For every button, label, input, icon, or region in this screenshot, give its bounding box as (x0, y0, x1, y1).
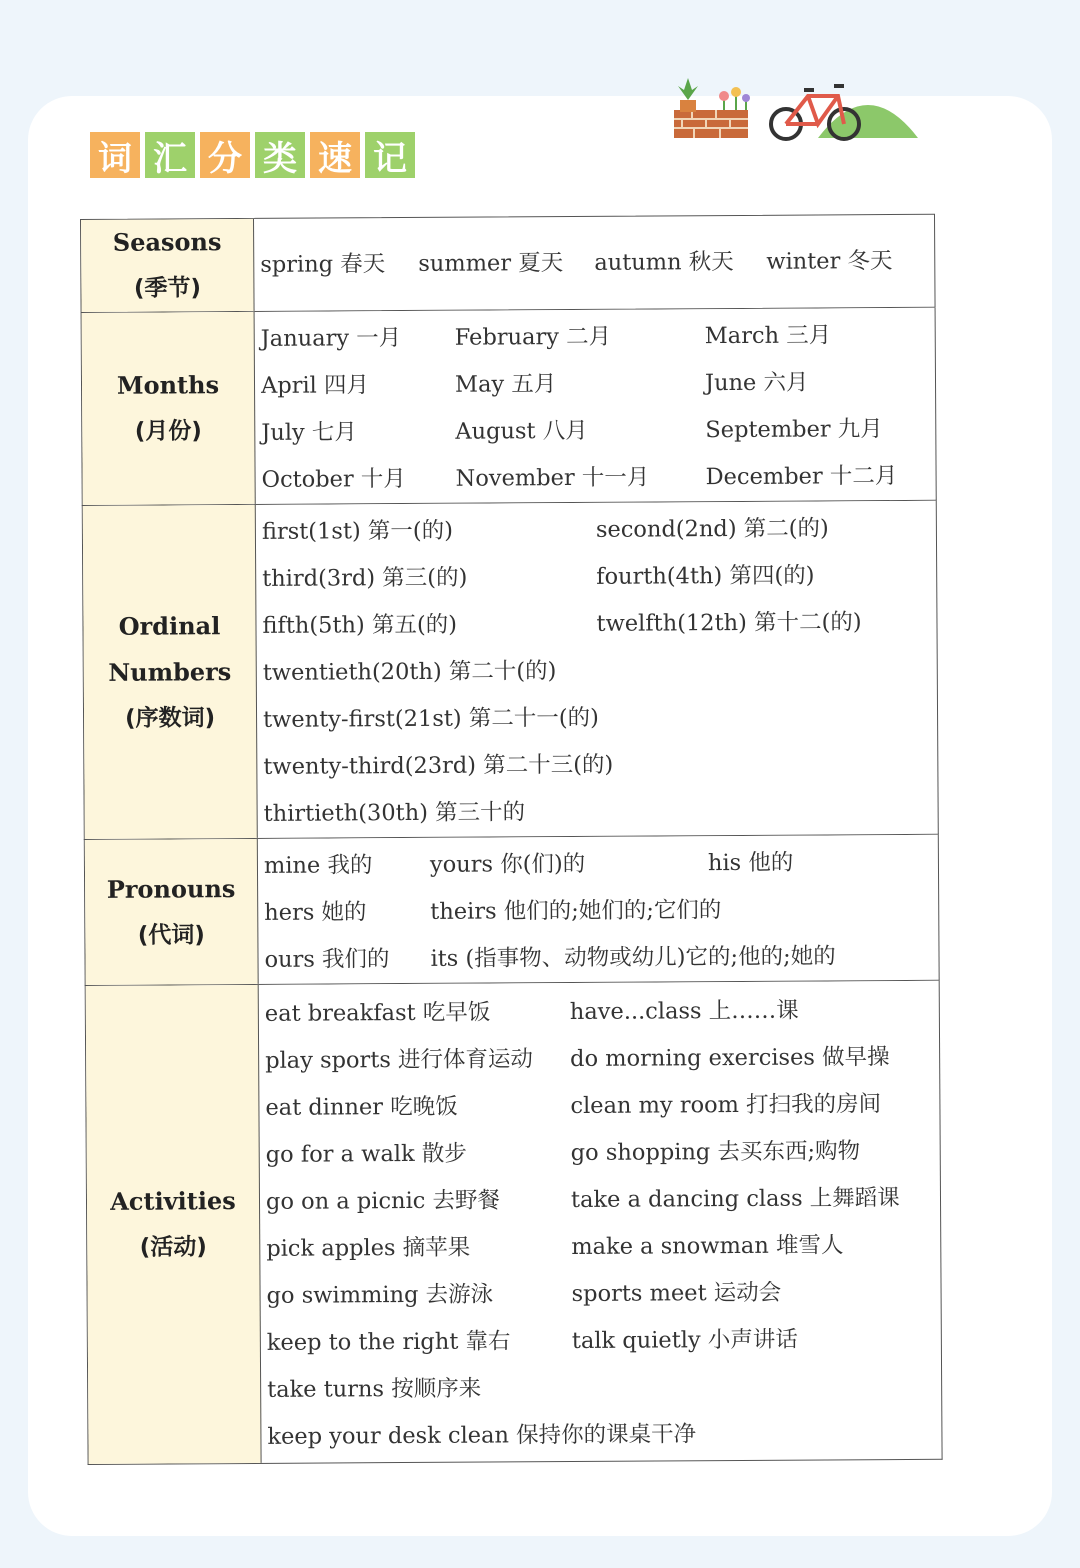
vocab-entry: fifth(5th) 第五(的) (262, 611, 458, 639)
vocab-entry: first(1st) 第一(的) (261, 517, 454, 545)
vocab-entry: February 二月 (454, 323, 612, 351)
entry-line (261, 309, 929, 360)
section-row (84, 835, 940, 986)
vocab-entry: take a dancing class 上舞蹈课 (570, 1184, 900, 1213)
vocab-entry: winter 冬天 (766, 247, 893, 275)
category-name: Seasons (112, 227, 222, 257)
vocab-entry: March 三月 (704, 321, 832, 349)
category-cell (86, 985, 262, 1464)
entry-line (266, 1172, 934, 1223)
vocab-entry: December 十二月 (705, 462, 898, 490)
entry-line (263, 690, 931, 741)
category-name-cn: (季节) (133, 275, 202, 302)
section-row (85, 981, 943, 1465)
entries-cell (255, 308, 936, 504)
category-name: Ordinal Numbers (108, 610, 232, 687)
vocab-entry: yours 你(们)的 (429, 850, 586, 878)
entry-line (260, 235, 928, 286)
entries-cell (256, 501, 938, 838)
title-char: 记 (363, 130, 417, 180)
vocab-entry: play sports 进行体育运动 (265, 1045, 534, 1074)
entry-line (265, 1031, 933, 1082)
entry-line (267, 1313, 935, 1364)
section-row (81, 308, 937, 506)
entry-line (264, 836, 932, 887)
vocab-entry: theirs 他们的;她们的;它们的 (430, 896, 722, 925)
vocab-entry: make a snowman 堆雪人 (571, 1231, 844, 1260)
vocab-entry: twelfth(12th) 第十二(的) (596, 608, 862, 637)
vocab-table (80, 214, 943, 1465)
vocab-entry: autumn 秋天 (594, 248, 734, 276)
vocab-entry: November 十一月 (455, 464, 650, 492)
entry-line (261, 403, 929, 454)
category-name: Activities (110, 1186, 236, 1216)
entry-line (267, 1407, 935, 1458)
vocab-entry: go on a picnic 去野餐 (265, 1186, 501, 1215)
entry-line (267, 1360, 935, 1411)
flowers-icon (719, 87, 750, 110)
entry-line (261, 450, 929, 501)
entry-line (262, 549, 930, 600)
entry-line (266, 1219, 934, 1270)
entries-cell (259, 981, 942, 1463)
category-cell (81, 219, 255, 312)
title-char: 汇 (143, 130, 197, 180)
vocab-entry: keep to the right 靠右 (266, 1327, 511, 1356)
entry-line (266, 1125, 934, 1176)
vocab-entry: spring 春天 (260, 250, 386, 278)
brick-wall-icon (674, 110, 748, 138)
bicycle-illustration (668, 72, 928, 152)
section-row (80, 214, 936, 313)
entry-line (263, 737, 931, 788)
category-name: Pronouns (106, 873, 236, 904)
vocab-entry: August 八月 (455, 417, 588, 445)
entry-line (263, 643, 931, 694)
page-title (88, 130, 418, 180)
vocab-entry: April 四月 (260, 371, 370, 399)
entry-line (265, 1078, 933, 1129)
vocab-entry: thirtieth(30th) 第三十的 (263, 798, 526, 827)
vocab-entry: ours 我们的 (264, 945, 390, 973)
category-name-cn: (序数词) (124, 704, 216, 732)
vocab-entry: his 他的 (707, 849, 794, 876)
vocab-entry: October 十月 (261, 465, 406, 493)
vocab-entry: eat breakfast 吃早饭 (264, 999, 491, 1027)
vocab-entry: take turns 按顺序来 (267, 1375, 482, 1403)
entry-line (263, 784, 931, 835)
section-row (82, 501, 939, 840)
vocab-entry: summer 夏天 (418, 249, 564, 277)
vocab-entry: third(3rd) 第三(的) (262, 564, 468, 592)
vocab-entry: pick apples 摘苹果 (266, 1234, 471, 1262)
vocab-entry: talk quietly 小声讲话 (571, 1326, 798, 1354)
vocab-entry: clean my room 打扫我的房间 (570, 1090, 882, 1119)
vocab-entry: eat dinner 吃晚饭 (265, 1093, 458, 1121)
title-char: 词 (88, 130, 142, 180)
vocab-entry: its (指事物、动物或幼儿)它的;他的;她的 (430, 942, 836, 972)
category-cell (83, 505, 258, 839)
entry-line (266, 1266, 934, 1317)
vocab-entry: do morning exercises 做早操 (570, 1043, 890, 1072)
vocab-entry: have...class 上……课 (569, 997, 799, 1025)
vocab-entry: mine 我的 (263, 851, 373, 879)
entries-cell (254, 215, 935, 311)
category-cell (85, 839, 259, 985)
vocab-entry: twenty-first(21st) 第二十一(的) (262, 704, 599, 733)
vocab-entry: July 七月 (261, 418, 357, 446)
entries-cell (258, 835, 939, 984)
vocab-entry: go for a walk 散步 (265, 1140, 467, 1168)
entry-line (265, 984, 933, 1035)
potted-plant-icon (678, 78, 698, 112)
vocab-entry: sports meet 运动会 (571, 1279, 782, 1307)
vocab-entry: second(2nd) 第二(的) (595, 514, 829, 543)
vocab-entry: June 六月 (704, 369, 809, 396)
vocab-entry: May 五月 (454, 370, 557, 398)
vocab-entry: keep your desk clean 保持你的课桌干净 (267, 1420, 697, 1450)
vocab-entry: go shopping 去买东西;购物 (570, 1137, 861, 1166)
vocab-entry: twenty-third(23rd) 第二十三(的) (263, 751, 614, 780)
category-name-cn: (活动) (139, 1234, 207, 1261)
category-name-cn: (月份) (134, 418, 202, 445)
category-cell (82, 312, 256, 505)
vocab-entry: January 一月 (260, 324, 402, 352)
vocab-entry: go swimming 去游泳 (266, 1280, 494, 1309)
vocab-entry: twentieth(20th) 第二十(的) (262, 657, 557, 686)
category-name-cn: (代词) (137, 921, 205, 949)
title-char: 分 (198, 130, 252, 180)
entry-line (262, 502, 930, 553)
category-name: Months (116, 370, 220, 400)
vocab-entry: fourth(4th) 第四(的) (596, 562, 815, 590)
entry-line (264, 883, 932, 934)
entry-line (264, 930, 932, 981)
vocab-entry: September 九月 (705, 415, 883, 443)
title-char: 速 (308, 130, 362, 180)
entry-line (261, 356, 929, 407)
entry-line (262, 596, 930, 647)
title-char: 类 (253, 130, 307, 180)
vocab-entry: hers 她的 (264, 898, 367, 926)
